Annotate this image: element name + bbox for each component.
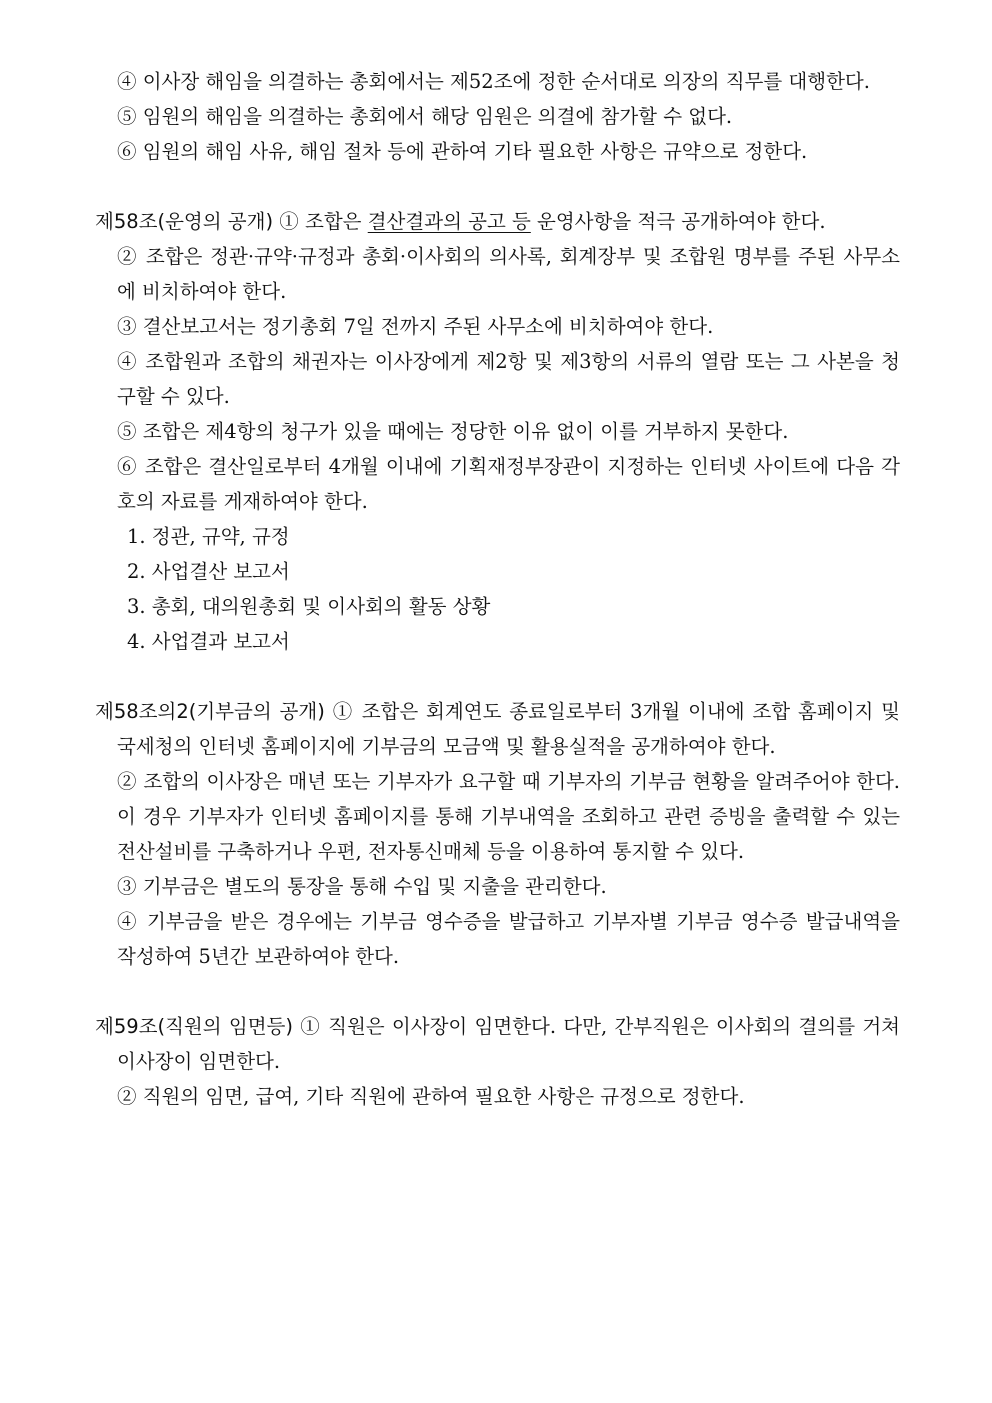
paragraph-57-4: ④ 이사장 해임을 의결하는 총회에서는 제52조에 정한 순서대로 의장의 직무를 대행한다. — [117, 70, 870, 93]
article-58-p1-pre: ① 조합은 — [279, 210, 368, 233]
article-58-2-paragraph-2: ② 조합의 이사장은 매년 또는 기부자가 요구할 때 기부자의 기부금 현황을 알려주어야 한다. 이 경우 기부자가 인터넷 홈페이지를 통해 기부내역을 조회하고 관련 증빙을 출력할 수 있는 전산설비를 구축하거나 우편, 전자통신매체 등을 이용하여 통지할 수 있다. — [117, 770, 900, 863]
article-58-paragraph-3: ③ 결산보고서는 정기총회 7일 전까지 주된 사무소에 비치하여야 한다. — [117, 315, 714, 338]
article-58-underlined-text: 결산결과의 공고 등 — [367, 210, 531, 233]
article-58-2-heading: 제58조의2(기부금의 공개) — [95, 700, 325, 723]
spacer — [95, 169, 900, 204]
article-58-list-item-2: 2. 사업결산 보고서 — [127, 560, 290, 583]
article-58-list-item-4: 4. 사업결과 보고서 — [127, 630, 290, 653]
spacer — [95, 659, 900, 694]
article-58-heading: 제58조(운영의 공개) — [95, 210, 274, 233]
article-58-2-paragraph-3: ③ 기부금은 별도의 통장을 통해 수입 및 지출을 관리한다. — [117, 875, 607, 898]
article-58-list-item-1: 1. 정관, 규약, 규정 — [127, 525, 290, 548]
article-58-2-paragraph-4: ④ 기부금을 받은 경우에는 기부금 영수증을 발급하고 기부자별 기부금 영수증 발급내역을 작성하여 5년간 보관하여야 한다. — [117, 910, 900, 968]
article-58-paragraph-5: ⑤ 조합은 제4항의 청구가 있을 때에는 정당한 이유 없이 이를 거부하지 못한다. — [117, 420, 789, 443]
article-58-2-paragraph-1 — [95, 694, 900, 764]
article-58-p1-post: 운영사항을 적극 공개하여야 한다. — [530, 210, 826, 233]
article-58-paragraph-1 — [95, 204, 900, 239]
article-59-paragraph-2: ② 직원의 임면, 급여, 기타 직원에 관하여 필요한 사항은 규정으로 정한다. — [117, 1085, 745, 1108]
document-page — [95, 64, 900, 1114]
article-59-paragraph-1 — [95, 1009, 900, 1079]
article-58-paragraph-6: ⑥ 조합은 결산일로부터 4개월 이내에 기획재정부장관이 지정하는 인터넷 사이트에 다음 각 호의 자료를 게재하여야 한다. — [117, 455, 900, 513]
article-59-heading: 제59조(직원의 임면등) — [95, 1015, 293, 1038]
article-59-p1-text: ① 직원은 이사장이 임면한다. 다만, 간부직원은 이사회의 결의를 거쳐 이사장이 임면한다. — [117, 1015, 900, 1073]
article-58-2-p1-text: ① 조합은 회계연도 종료일로부터 3개월 이내에 조합 홈페이지 및 국세청의 인터넷 홈페이지에 기부금의 모금액 및 활용실적을 공개하여야 한다. — [117, 700, 901, 758]
spacer — [95, 974, 900, 1009]
article-58-paragraph-4: ④ 조합원과 조합의 채권자는 이사장에게 제2항 및 제3항의 서류의 열람 또는 그 사본을 청구할 수 있다. — [117, 350, 900, 408]
paragraph-57-5: ⑤ 임원의 해임을 의결하는 총회에서 해당 임원은 의결에 참가할 수 없다. — [117, 105, 733, 128]
article-58-paragraph-2: ② 조합은 정관·규약·규정과 총회·이사회의 의사록, 회계장부 및 조합원 명부를 주된 사무소에 비치하여야 한다. — [117, 245, 900, 303]
article-58-list-item-3: 3. 총회, 대의원총회 및 이사회의 활동 상황 — [127, 595, 491, 618]
paragraph-57-6: ⑥ 임원의 해임 사유, 해임 절차 등에 관하여 기타 필요한 사항은 규약으로 정한다. — [117, 140, 808, 163]
